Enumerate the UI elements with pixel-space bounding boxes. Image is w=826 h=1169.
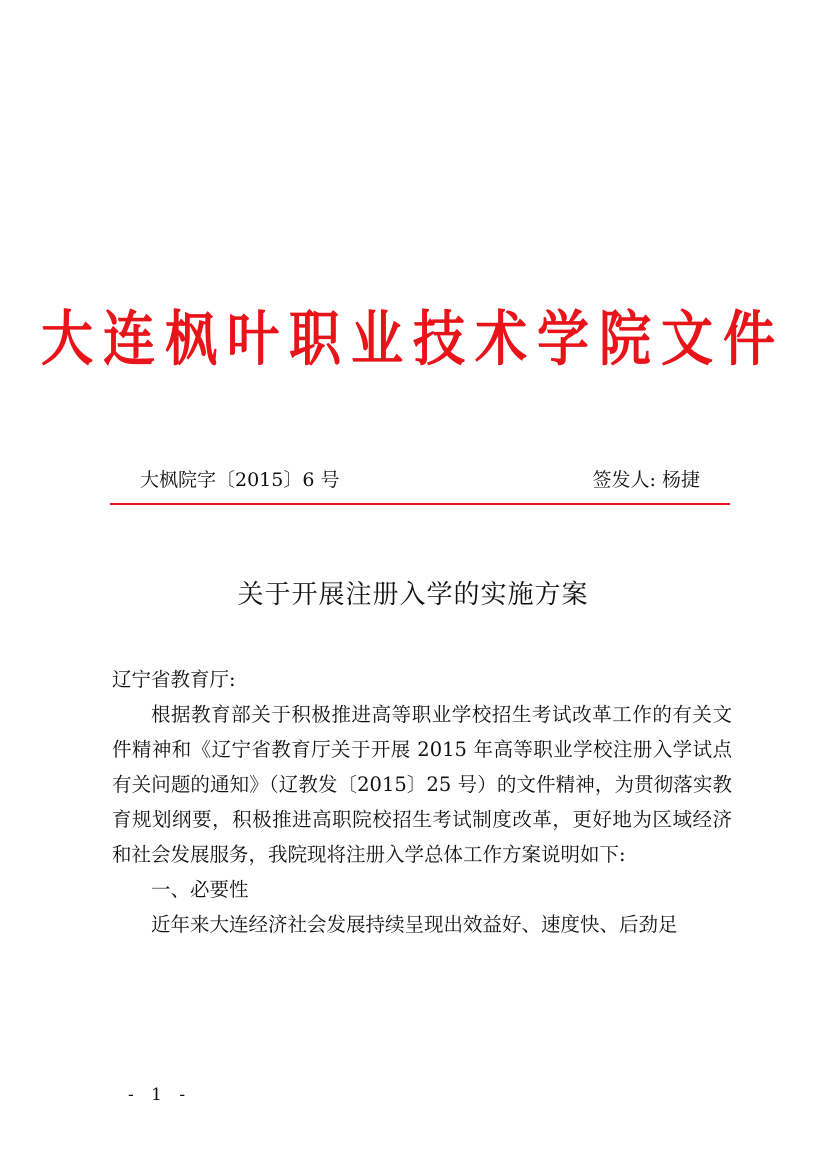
page-number: - 1 - (128, 1085, 192, 1105)
body-paragraph: 近年来大连经济社会发展持续呈现出效益好、速度快、后劲足 (151, 913, 678, 936)
section-heading: 一、必要性 (151, 878, 249, 901)
salutation: 辽宁省教育厅: (112, 668, 236, 691)
red-divider-line (110, 503, 730, 505)
masthead-title: 大连枫叶职业技术学院文件 (40, 305, 785, 375)
document-body (112, 662, 732, 942)
document-number: 大枫院字〔2015〕6 号 (140, 469, 340, 491)
body-paragraph: 根据教育部关于积极推进高等职业学校招生考试改革工作的有关文件精神和《辽宁省教育厅关于开展 2015 年高等职业学校注册入学试点有关问题的通知》（辽教发〔2015〕25 号）的文件精神，为贯彻落实教育规划纲要，积极推进高职院校招生考试制度改革，更好地为区域经济和社会发展服务，我院现将注册入学总体工作方案说明如下: (112, 703, 732, 866)
document-info-row (110, 462, 730, 498)
signer: 签发人: 杨捷 (592, 469, 700, 491)
document-title: 关于开展注册入学的实施方案 (237, 580, 589, 610)
